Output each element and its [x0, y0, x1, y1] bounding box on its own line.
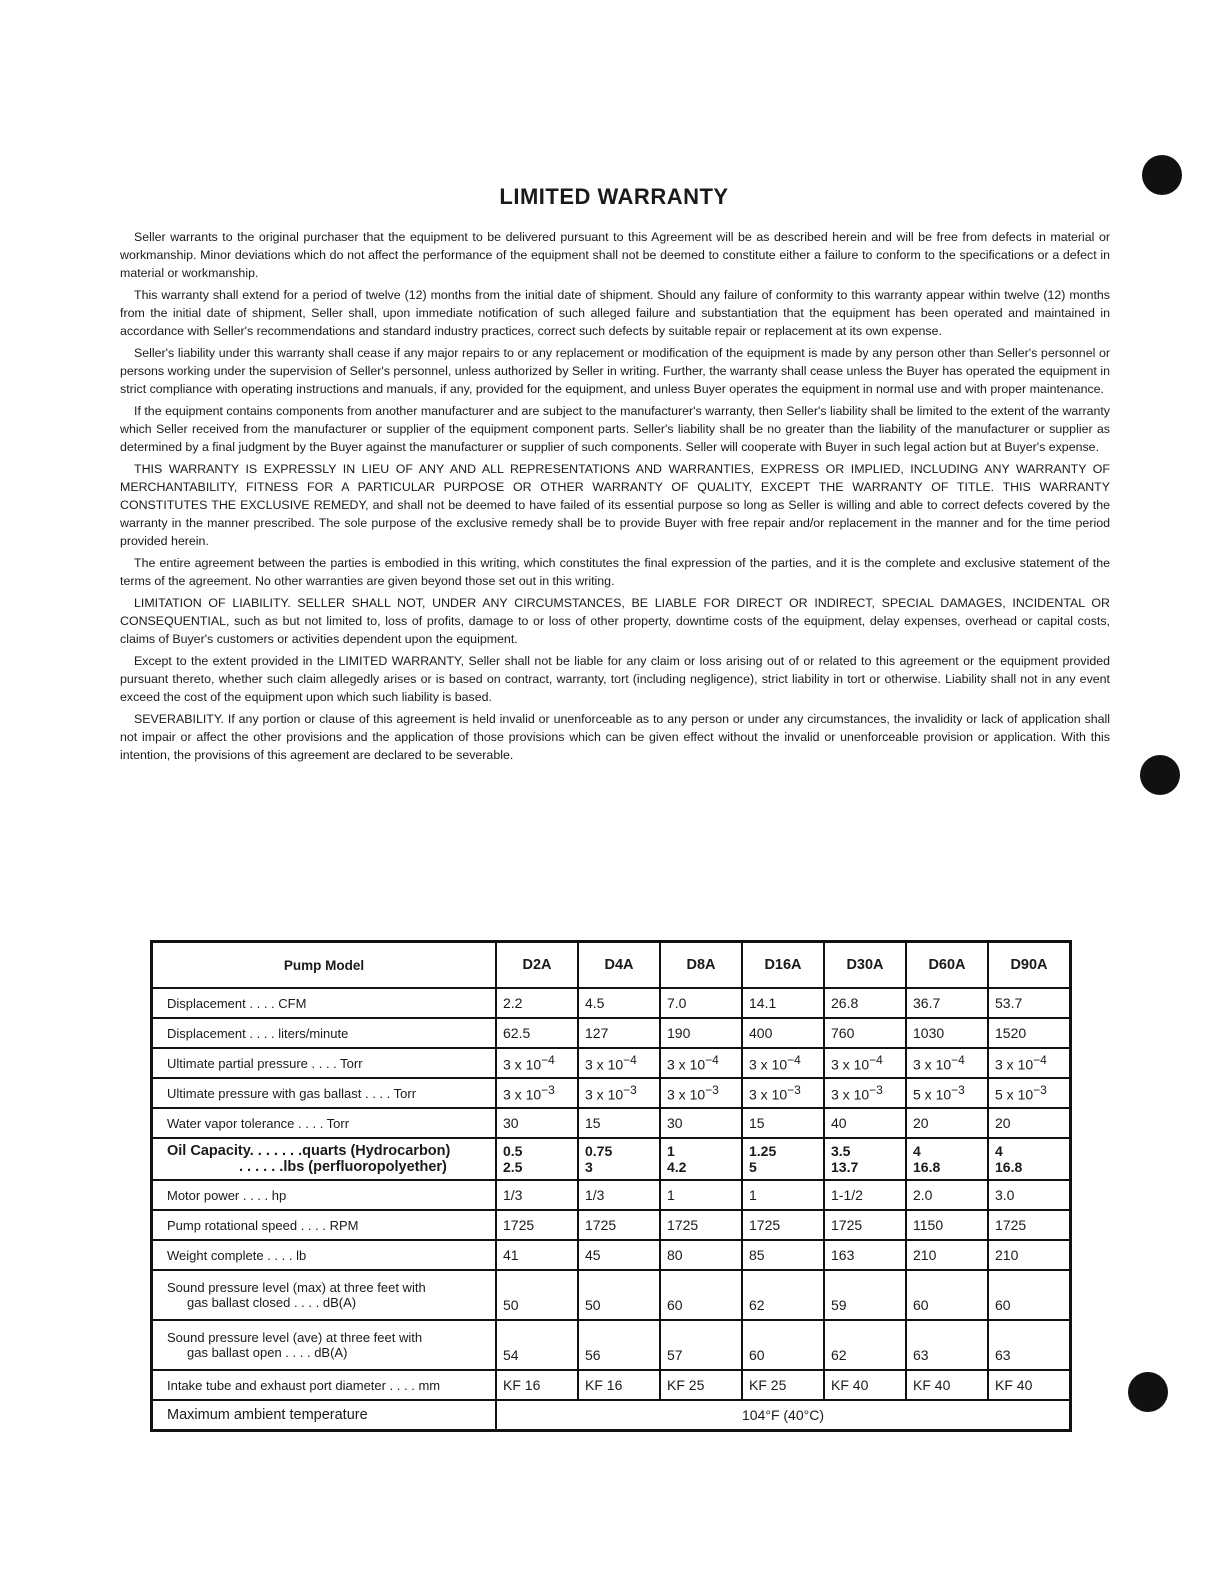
cell-value — [824, 1270, 906, 1320]
cell-value — [742, 1108, 824, 1138]
cell-value — [906, 1370, 988, 1400]
table-row-oil — [152, 1138, 1071, 1180]
cell-value — [824, 1018, 906, 1048]
cell-value — [742, 1180, 824, 1210]
value-text: 3 x 10 — [749, 1086, 788, 1103]
value-text: 3 x 10 — [995, 1056, 1034, 1073]
value-text: 30 — [667, 1115, 683, 1131]
cell-value — [742, 1018, 824, 1048]
cell-value — [824, 1078, 906, 1108]
cell-value — [988, 1270, 1071, 1320]
value-text: 3 x 10 — [831, 1056, 870, 1073]
oil-lbs-value: 16.8 — [995, 1159, 1023, 1175]
value-text: 3 x 10 — [503, 1056, 542, 1073]
cell-value — [660, 1320, 742, 1370]
cell-value — [496, 1048, 578, 1078]
oil-quarts-value: 0.5 — [503, 1143, 523, 1159]
table-row — [152, 1108, 1071, 1138]
cell-value — [906, 1320, 988, 1370]
oil-quarts-value: 4 — [913, 1143, 921, 1159]
value-text: 5 x 10 — [995, 1086, 1034, 1103]
cell-value — [824, 1048, 906, 1078]
value-text: 62 — [831, 1347, 847, 1363]
table-row — [152, 1078, 1071, 1108]
value-text: 15 — [749, 1115, 765, 1131]
cell-value — [578, 1210, 660, 1240]
cell-value — [578, 1180, 660, 1210]
cell-value — [660, 1078, 742, 1108]
value-text: KF 40 — [831, 1377, 869, 1393]
cell-value — [906, 988, 988, 1018]
table-row-sound-open — [152, 1320, 1071, 1370]
row-label: Ultimate partial pressure . . . . Torr — [152, 1048, 497, 1078]
value-text: 15 — [585, 1115, 601, 1131]
value-text: 63 — [913, 1347, 929, 1363]
punch-hole-middle — [1140, 755, 1180, 795]
exponent: −4 — [787, 1053, 801, 1068]
exponent: −3 — [1033, 1083, 1047, 1098]
value-text: 210 — [913, 1247, 937, 1263]
value-text: KF 25 — [667, 1377, 705, 1393]
cell-value — [578, 988, 660, 1018]
cell-value — [906, 1180, 988, 1210]
table-row-sound-closed — [152, 1270, 1071, 1320]
header-model: D60A — [906, 942, 988, 989]
cell-value — [988, 988, 1071, 1018]
value-text: 80 — [667, 1247, 683, 1263]
row-label: Displacement . . . . CFM — [152, 988, 497, 1018]
exponent: −3 — [541, 1083, 555, 1098]
cell-value — [578, 1370, 660, 1400]
header-model: D90A — [988, 942, 1071, 989]
value-text: 3 x 10 — [503, 1086, 542, 1103]
value-text: 60 — [749, 1347, 765, 1363]
cell-value — [496, 1210, 578, 1240]
pump-spec-table — [150, 940, 1072, 1432]
oil-cell — [906, 1138, 988, 1180]
value-text: 45 — [585, 1247, 601, 1263]
cell-value — [824, 1180, 906, 1210]
value-text: 60 — [667, 1297, 683, 1313]
header-model: D16A — [742, 942, 824, 989]
cell-value — [660, 1370, 742, 1400]
ambient-label: Maximum ambient temperature — [152, 1400, 497, 1431]
value-text: 41 — [503, 1247, 519, 1263]
paragraph-entire-agreement: The entire agreement between the parties is embodied in this writing, which constitutes the final expression of the parties, and it is the complete and exclusive statement of the terms of the agreement. No other warranties are given beyond those set out in this writing. — [120, 556, 1110, 588]
cell-value — [742, 1048, 824, 1078]
exponent: −4 — [869, 1053, 883, 1068]
cell-value — [906, 1078, 988, 1108]
value-text: 2.2 — [503, 995, 523, 1011]
cell-value — [988, 1370, 1071, 1400]
cell-value — [660, 1018, 742, 1048]
cell-value — [496, 988, 578, 1018]
header-pump-model: Pump Model — [152, 942, 497, 989]
value-text: KF 40 — [913, 1377, 951, 1393]
value-text: 57 — [667, 1347, 683, 1363]
cell-value — [660, 1048, 742, 1078]
cell-value — [496, 1240, 578, 1270]
ambient-value: 104°F (40°C) — [496, 1400, 1071, 1431]
value-text: KF 40 — [995, 1377, 1033, 1393]
value-text: 3 x 10 — [585, 1086, 624, 1103]
cell-value — [660, 1108, 742, 1138]
value-text: 1725 — [585, 1217, 617, 1233]
value-text: 36.7 — [913, 995, 941, 1011]
value-text: 1725 — [503, 1217, 535, 1233]
value-text: 62.5 — [503, 1025, 531, 1041]
oil-lbs-value: 2.5 — [503, 1159, 523, 1175]
cell-value — [988, 1180, 1071, 1210]
cell-value — [742, 1270, 824, 1320]
value-text: 56 — [585, 1347, 601, 1363]
oil-lbs-value: 3 — [585, 1159, 593, 1175]
cell-value — [578, 1240, 660, 1270]
paragraph-components: If the equipment contains components from another manufacturer and are subject to the manufacturer's warranty, then Seller's liability shall be limited to the extent of the warranty which Seller received from the manufacturer or supplier of the equipment component parts. Seller's liability shall be no greater than the liability of the manufacturer or supplier as determined by a final judgment by the Buyer against the manufacturer or supplier of such components. Seller will cooperate with Buyer in such legal action but at Buyer's expense. — [120, 404, 1110, 454]
cell-value — [906, 1270, 988, 1320]
value-text: 210 — [995, 1247, 1019, 1263]
value-text: 3.0 — [995, 1187, 1015, 1203]
header-model: D2A — [496, 942, 578, 989]
table-row — [152, 1180, 1071, 1210]
warranty-text — [120, 228, 1110, 768]
cell-value — [988, 1210, 1071, 1240]
value-text: 1 — [667, 1187, 675, 1203]
cell-value — [578, 1018, 660, 1048]
cell-value — [578, 1108, 660, 1138]
exponent: −4 — [541, 1053, 555, 1068]
value-text: 4.5 — [585, 995, 605, 1011]
value-text: 3 x 10 — [667, 1056, 706, 1073]
value-text: 1725 — [995, 1217, 1027, 1233]
oil-cell — [988, 1138, 1071, 1180]
row-label: Motor power . . . . hp — [152, 1180, 497, 1210]
value-text: 5 x 10 — [913, 1086, 952, 1103]
value-text: 1-1/2 — [831, 1187, 863, 1203]
table-row-ambient — [152, 1400, 1071, 1431]
cell-value — [824, 1210, 906, 1240]
exponent: −4 — [951, 1053, 965, 1068]
value-text: 7.0 — [667, 995, 687, 1011]
cell-value — [824, 1108, 906, 1138]
exponent: −3 — [623, 1083, 637, 1098]
sound-label-line1: Sound pressure level (max) at three feet with — [167, 1280, 426, 1295]
cell-value — [742, 1078, 824, 1108]
value-text: 26.8 — [831, 995, 859, 1011]
exponent: −4 — [705, 1053, 719, 1068]
value-text: 54 — [503, 1347, 519, 1363]
cell-value — [988, 1240, 1071, 1270]
row-label: Weight complete . . . . lb — [152, 1240, 497, 1270]
value-text: KF 25 — [749, 1377, 787, 1393]
exponent: −4 — [1033, 1053, 1047, 1068]
header-model: D8A — [660, 942, 742, 989]
cell-value — [742, 988, 824, 1018]
cell-value — [660, 1180, 742, 1210]
cell-value — [824, 988, 906, 1018]
cell-value — [660, 1210, 742, 1240]
cell-value — [496, 1180, 578, 1210]
sound-label — [152, 1270, 497, 1320]
value-text: 1725 — [749, 1217, 781, 1233]
value-text: 59 — [831, 1297, 847, 1313]
value-text: 190 — [667, 1025, 691, 1041]
value-text: 20 — [995, 1115, 1011, 1131]
oil-cell — [660, 1138, 742, 1180]
cell-value — [742, 1240, 824, 1270]
value-text: 1725 — [667, 1217, 699, 1233]
oil-lbs-value: 4.2 — [667, 1159, 687, 1175]
cell-value — [824, 1320, 906, 1370]
value-text: 3 x 10 — [831, 1086, 870, 1103]
row-label: Water vapor tolerance . . . . Torr — [152, 1108, 497, 1138]
value-text: 400 — [749, 1025, 773, 1041]
value-text: 1520 — [995, 1025, 1027, 1041]
oil-quarts-value: 3.5 — [831, 1143, 851, 1159]
cell-value — [660, 1240, 742, 1270]
cell-value — [660, 1270, 742, 1320]
value-text: 50 — [585, 1297, 601, 1313]
cell-value — [988, 1320, 1071, 1370]
value-text: 40 — [831, 1115, 847, 1131]
table-row — [152, 1210, 1071, 1240]
cell-value — [906, 1240, 988, 1270]
value-text: 30 — [503, 1115, 519, 1131]
header-model: D30A — [824, 942, 906, 989]
oil-quarts-value: 4 — [995, 1143, 1003, 1159]
oil-lbs-value: 13.7 — [831, 1159, 859, 1175]
cell-value — [906, 1048, 988, 1078]
cell-value — [578, 1048, 660, 1078]
value-text: 3 x 10 — [585, 1056, 624, 1073]
value-text: 63 — [995, 1347, 1011, 1363]
value-text: 3 x 10 — [667, 1086, 706, 1103]
cell-value — [496, 1370, 578, 1400]
oil-lbs-value: 16.8 — [913, 1159, 941, 1175]
exponent: −3 — [951, 1083, 965, 1098]
paragraph-warranty: Seller warrants to the original purchaser that the equipment to be delivered pursuant to this Agreement will be as described herein and will be free from defects in material or workmanship. Minor deviations which do not affect the performance of the equipment shall not be deemed to constitute either a failure to conform to the specifications or a defect in material or workmanship. — [120, 230, 1110, 280]
oil-cell — [824, 1138, 906, 1180]
value-text: 14.1 — [749, 995, 777, 1011]
value-text: 760 — [831, 1025, 855, 1041]
table-row — [152, 1240, 1071, 1270]
value-text: 1030 — [913, 1025, 945, 1041]
row-label: Displacement . . . . liters/minute — [152, 1018, 497, 1048]
exponent: −4 — [623, 1053, 637, 1068]
sound-label-line2: gas ballast open . . . . dB(A) — [187, 1345, 348, 1360]
cell-value — [906, 1018, 988, 1048]
table-row — [152, 1370, 1071, 1400]
header-model: D4A — [578, 942, 660, 989]
cell-value — [988, 1048, 1071, 1078]
value-text: KF 16 — [503, 1377, 541, 1393]
cell-value — [906, 1210, 988, 1240]
value-text: 20 — [913, 1115, 929, 1131]
value-text: 60 — [913, 1297, 929, 1313]
sound-label-line1: Sound pressure level (ave) at three feet with — [167, 1330, 423, 1345]
cell-value — [742, 1370, 824, 1400]
page-title: LIMITED WARRANTY — [499, 184, 729, 209]
paragraph-lieu: THIS WARRANTY IS EXPRESSLY IN LIEU OF ANY AND ALL REPRESENTATIONS AND WARRANTIES, EXPRESS OR IMPLIED, INCLUDING ANY WARRANTY OF MERCHANTABILITY, FITNESS FOR A PARTICULAR PURPOSE OR OTHER WARRANTY OF QUALITY, EXCEPT THE WARRANTY OF TITLE. THIS WARRANTY CONSTITUTES THE EXCLUSIVE REMEDY, and shall not be deemed to have failed of its essential purpose so long as Seller is willing and able to correct defects covered by the warranty in the manner prescribed. The sole purpose of the exclusive remedy shall be to provide Buyer with free repair and/or replacement in the manner and for the time period provided herein. — [120, 462, 1110, 548]
oil-label-quarts: Oil Capacity. . . . . . .quarts (Hydrocarbon) — [167, 1143, 451, 1159]
table-row — [152, 1048, 1071, 1078]
value-text: 1/3 — [503, 1187, 523, 1203]
value-text: 163 — [831, 1247, 855, 1263]
cell-value — [824, 1370, 906, 1400]
paragraph-period: This warranty shall extend for a period of twelve (12) months from the initial date of shipment. Should any failure of conformity to this warranty appear within twelve (12) months from the initial date of shipment, Seller shall, upon immediate notification of such alleged failure and substantiation that the equipment has been operated and maintained in accordance with Seller's recommendations and standard industry practices, correct such defects by suitable repair or replacement at its own expense. — [120, 288, 1110, 338]
cell-value — [496, 1320, 578, 1370]
value-text: 127 — [585, 1025, 609, 1041]
value-text: KF 16 — [585, 1377, 623, 1393]
cell-value — [988, 1018, 1071, 1048]
table-row — [152, 988, 1071, 1018]
punch-hole-bottom — [1128, 1372, 1168, 1412]
cell-value — [496, 1108, 578, 1138]
paragraph-limitation: LIMITATION OF LIABILITY. SELLER SHALL NOT, UNDER ANY CIRCUMSTANCES, BE LIABLE FOR DIRECT OR INDIRECT, SPECIAL DAMAGES, INCIDENTAL OR CONSEQUENTIAL, such as but not limited to, loss of profits, damage to or loss of other property, downtime costs of the equipment, delay expenses, overhead or capital costs, claims of Buyer's customers or activities dependent upon the equipment. — [120, 596, 1110, 646]
row-label: Pump rotational speed . . . . RPM — [152, 1210, 497, 1240]
value-text: 62 — [749, 1297, 765, 1313]
row-label: Ultimate pressure with gas ballast . . . . Torr — [152, 1078, 497, 1108]
cell-value — [496, 1078, 578, 1108]
table-row — [152, 1018, 1071, 1048]
value-text: 60 — [995, 1297, 1011, 1313]
value-text: 1/3 — [585, 1187, 605, 1203]
value-text: 1 — [749, 1187, 757, 1203]
paragraph-liability-cease: Seller's liability under this warranty shall cease if any major repairs to or any replacement or modification of the equipment is made by any person other than Seller's personnel or persons working under the supervision of Seller's personnel, unless authorized by Seller in writing. Further, the warranty shall cease unless the Buyer has operated the equipment in strict compliance with operating instructions and manuals, if any, provided for the equipment, and unless Buyer operates the equipment in normal use and with proper maintenance. — [120, 346, 1110, 396]
value-text: 1150 — [913, 1217, 944, 1233]
value-text: 2.0 — [913, 1187, 933, 1203]
exponent: −3 — [705, 1083, 719, 1098]
cell-value — [496, 1270, 578, 1320]
row-label: Intake tube and exhaust port diameter . . . . mm — [152, 1370, 497, 1400]
cell-value — [988, 1108, 1071, 1138]
value-text: 3 x 10 — [913, 1056, 952, 1073]
oil-capacity-label — [152, 1138, 497, 1180]
value-text: 3 x 10 — [749, 1056, 788, 1073]
exponent: −3 — [787, 1083, 801, 1098]
exponent: −3 — [869, 1083, 883, 1098]
oil-cell — [742, 1138, 824, 1180]
cell-value — [906, 1108, 988, 1138]
value-text: 50 — [503, 1297, 519, 1313]
value-text: 53.7 — [995, 995, 1023, 1011]
value-text: 85 — [749, 1247, 765, 1263]
oil-lbs-value: 5 — [749, 1159, 757, 1175]
cell-value — [660, 988, 742, 1018]
oil-quarts-value: 1 — [667, 1143, 675, 1159]
paragraph-except: Except to the extent provided in the LIMITED WARRANTY, Seller shall not be liable for any claim or loss arising out of or related to this agreement or the equipment provided pursuant thereto, whether such claim allegedly arises or is based on contract, warranty, tort (including negligence), strict liability in tort or otherwise. Liability shall not in any event exceed the cost of the equipment upon which such liability is based. — [120, 654, 1110, 704]
sound-label-line2: gas ballast closed . . . . dB(A) — [187, 1295, 357, 1310]
oil-quarts-value: 0.75 — [585, 1143, 613, 1159]
oil-quarts-value: 1.25 — [749, 1143, 777, 1159]
cell-value — [742, 1210, 824, 1240]
table-header-row — [152, 942, 1071, 989]
cell-value — [988, 1078, 1071, 1108]
cell-value — [578, 1078, 660, 1108]
cell-value — [578, 1270, 660, 1320]
paragraph-severability: SEVERABILITY. If any portion or clause of this agreement is held invalid or unenforceable as to any person or under any circumstances, the invalidity or lack of application shall not impair or affect the other provisions and the application of those provisions which can be given effect without the invalid or unenforceable provision or application. With this intention, the provisions of this agreement are declared to be severable. — [120, 712, 1110, 762]
cell-value — [742, 1320, 824, 1370]
oil-cell — [578, 1138, 660, 1180]
cell-value — [496, 1018, 578, 1048]
cell-value — [824, 1240, 906, 1270]
value-text: 1725 — [831, 1217, 863, 1233]
oil-cell — [496, 1138, 578, 1180]
cell-value — [578, 1320, 660, 1370]
sound-label — [152, 1320, 497, 1370]
oil-label-lbs: . . . . . .lbs (perfluoropolyether) — [239, 1159, 447, 1175]
